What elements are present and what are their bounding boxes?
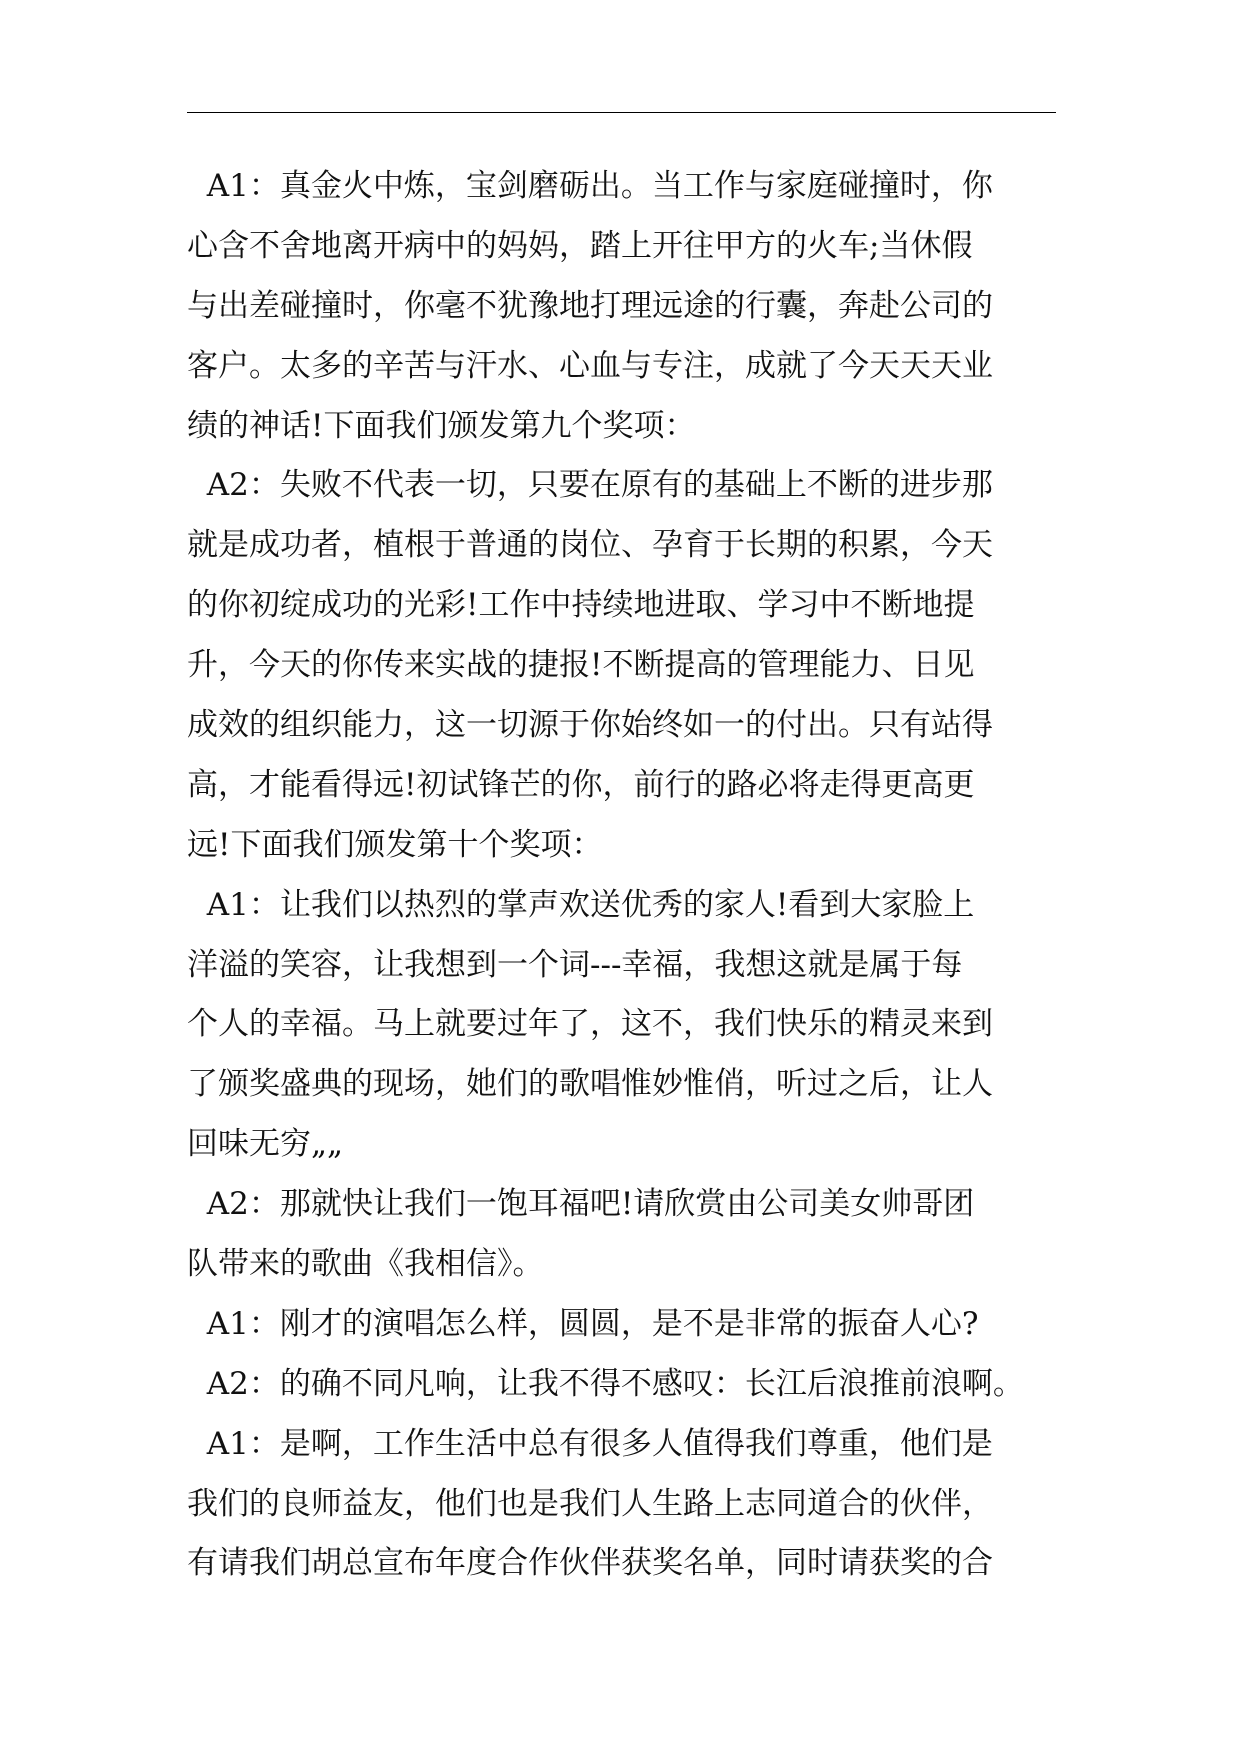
text-line: A1：刚才的演唱怎么样，圆圆，是不是非常的振奋人心?: [187, 1305, 979, 1342]
text-line: 高，才能看得远!初试锋芒的你，前行的路必将走得更高更: [187, 766, 975, 803]
text-line: 成效的组织能力，这一切源于你始终如一的付出。只有站得: [187, 707, 993, 744]
text-line: 了颁奖盛典的现场，她们的歌唱惟妙惟俏，听过之后，让人: [187, 1066, 993, 1103]
header-rule: [187, 112, 1056, 113]
text-line: A1：是啊，工作生活中总有很多人值得我们尊重，他们是: [187, 1425, 993, 1462]
text-line: 我们的良师益友，他们也是我们人生路上志同道合的伙伴，: [187, 1485, 993, 1522]
text-line: A1：让我们以热烈的掌声欢送优秀的家人!看到大家脸上: [187, 886, 975, 923]
text-line: A2：的确不同凡响，让我不得不感叹：长江后浪推前浪啊。: [187, 1365, 1024, 1402]
document-body: [187, 157, 1057, 1594]
text-line: 有请我们胡总宣布年度合作伙伴获奖名单，同时请获奖的合: [187, 1545, 993, 1582]
text-line: A2：那就快让我们一饱耳福吧!请欣赏由公司美女帅哥团: [187, 1186, 975, 1223]
text-line: 队带来的歌曲《我相信》。: [187, 1246, 544, 1283]
text-line: A1：真金火中炼，宝剑磨砺出。当工作与家庭碰撞时，你: [187, 168, 993, 204]
text-line: 个人的幸福。马上就要过年了，这不，我们快乐的精灵来到: [187, 1006, 993, 1043]
text-line: 客户。太多的辛苦与汗水、心血与专注，成就了今天天天业: [187, 347, 993, 384]
text-line: 远!下面我们颁发第十个奖项：: [187, 826, 603, 863]
text-line: 就是成功者，植根于普通的岗位、孕育于长期的积累，今天: [187, 527, 993, 564]
text-line: 绩的神话!下面我们颁发第九个奖项：: [187, 407, 696, 444]
text-line: 洋溢的笑容，让我想到一个词---幸福，我想这就是属于每: [187, 946, 963, 983]
text-line: 心含不舍地离开病中的妈妈，踏上开往甲方的火车;当休假: [187, 227, 973, 264]
text-line: 升，今天的你传来实战的捷报!不断提高的管理能力、日见: [187, 647, 975, 684]
text-line: 的你初绽成功的光彩!工作中持续地进取、学习中不断地提: [187, 587, 975, 624]
text-line: A2：失败不代表一切，只要在原有的基础上不断的进步那: [187, 467, 993, 504]
text-line: 回味无穷„„: [187, 1126, 344, 1163]
text-line: 与出差碰撞时，你毫不犹豫地打理远途的行囊，奔赴公司的: [187, 287, 993, 324]
